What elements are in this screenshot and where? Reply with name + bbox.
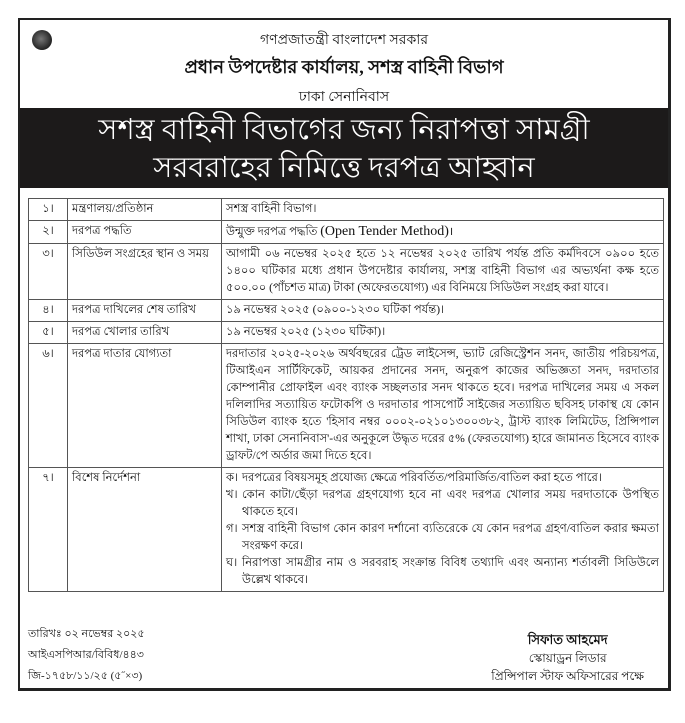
government-name: গণপ্রজাতন্ত্রী বাংলাদেশ সরকার	[259, 33, 429, 48]
ad-code: জি-১৭৫৮/১১/২৫ (৫˝×৩)	[28, 670, 143, 682]
government-emblem-icon	[32, 30, 52, 50]
signer-rank: স্কোয়াড্রন লিডার	[528, 651, 607, 665]
row-number: ৪।	[29, 300, 68, 322]
reference-number: আইএসপিআর/বিবিধ/৪৪৩	[28, 649, 144, 661]
instruction-item	[226, 521, 659, 555]
row-content: সশস্ত্র বাহিনী বিভাগ।	[222, 199, 664, 221]
notice-header	[20, 20, 668, 108]
item-marker: ক।	[226, 472, 239, 484]
office-name: প্রধান উপদেষ্টার কার্যালয়, সশস্ত্র বাহিনী বিভাগ	[184, 57, 504, 77]
office-location: ঢাকা সেনানিবাস	[298, 90, 390, 105]
table-row	[29, 322, 664, 344]
row-number: ২।	[29, 221, 68, 244]
row-label: দরপত্র দাতার যোগ্যতা	[68, 344, 222, 468]
row-label: বিশেষ নির্দেশনা	[68, 468, 222, 592]
table-row	[29, 221, 664, 244]
item-text: সশস্ত্র বাহিনী বিভাগ কোন কারণ দর্শানো ব্যতিরেকে যে কোন দরপত্র গ্রহণ/বাতিল করার ক্ষমতা সংরক্ষণ করে।	[242, 523, 659, 552]
item-text: নিরাপত্তা সামগ্রীর নাম ও সরবরাহ সংক্রান্ত বিবিধ তথ্যাদি এবং অন্যান্য শর্তাবলী সিডিউলে উল্লেখ থাকবে।	[242, 557, 659, 586]
row-content: ১৯ নভেম্বর ২০২৫ (১২৩০ ঘটিকা)।	[222, 322, 664, 344]
item-marker: খ।	[226, 489, 238, 501]
tender-details-table	[28, 198, 664, 592]
row-number: ৬।	[29, 344, 68, 468]
row-content: আগামী ০৬ নভেম্বর ২০২৫ হতে ১২ নভেম্বর ২০২৫ তারিখ পর্যন্ত প্রতি কর্মদিবসে ০৯০০ হতে ১৪০০ ঘটিকার মধ্যে প্রধান উপদেষ্টার কার্যালয়, সশস্ত্র বাহিনী বিভাগ এর অভ্যর্থনা কক্ষ হতে ৫০০.০০ (পাঁচশত মাত্র) টাকা (অফেরতযোগ্য) এর বিনিময়ে সিডিউল সংগ্রহ করা যাবে।	[222, 244, 664, 300]
instruction-item	[226, 470, 659, 487]
row-number: ৩।	[29, 244, 68, 300]
row-label: দরপত্র পদ্ধতি	[68, 221, 222, 244]
row-number: ৫।	[29, 322, 68, 344]
signer-on-behalf: প্রিন্সিপাল স্টাফ অফিসারের পক্ষে	[491, 669, 644, 683]
row-label: সিডিউল সংগ্রহের স্থান ও সময়	[68, 244, 222, 300]
item-text: কোন কাটা/ছেঁড়া দরপত্র গ্রহণযোগ্য হবে না এবং দরপত্র খোলার সময় দরদাতাকে উপস্থিত থাকতে হবে।	[242, 489, 659, 518]
row-content	[222, 468, 664, 592]
table-row	[29, 344, 664, 468]
row-content: দরদাতার ২০২৫-২০২৬ অর্থবছরের ট্রেড লাইসেন্স, ভ্যাট রেজিস্ট্রেশন সনদ, জাতীয় পরিচয়পত্র, টিআইএন সার্টিফিকেট, আয়কর প্রদানের সনদ, অনুরূপ কাজের অভিজ্ঞতা সনদ, দরদাতার কোম্পানীর প্রোফাইল এবং ব্যাংক সচ্ছলতার সনদ থাকতে হবে। দরপত্র দাখিলের সময় এ সকল দলিলাদির সত্যায়িত ফটোকপি ও দরদাতার পাসপোর্ট সাইজের সত্যায়িত ছবিসহ ঢাকাস্থ যে কোন সিডিউল ব্যাংক হতে 'হিসাব নম্বর ০০০২-০২১০১৩০০৩৮২, ট্রাস্ট ব্যাংক লিমিটেড, প্রিন্সিপাল শাখা, ঢাকা সেনানিবাস'-এর অনুকূলে উদ্ধৃত দরের ৫% (ফেরতযোগ্য) হারে জামানত হিসেবে ব্যাংক ড্রাফট/পে অর্ডার জমা দিতে হবে।	[222, 344, 664, 468]
row-content: ১৯ নভেম্বর ২০২৫ (০৯০০-১২৩০ ঘটিকা পর্যন্ত)।	[222, 300, 664, 322]
row-content	[222, 221, 664, 244]
instruction-item	[226, 487, 659, 521]
table-row	[29, 199, 664, 221]
row-label: দরপত্র দাখিলের শেষ তারিখ	[68, 300, 222, 322]
item-marker: ঘ।	[226, 557, 238, 569]
title-line-2: সরবরাহের নিমিত্তে দরপত্র আহ্বান	[153, 152, 535, 184]
notice-date: তারিখঃ ০২ নভেম্বর ২০২৫	[28, 628, 145, 640]
item-text: দরপত্রের বিষয়সমূহ প্রযোজ্য ক্ষেত্রে পরিবর্তিত/পরিমার্জিত/বাতিল করা হতে পারে।	[242, 472, 602, 484]
title-line-1: সশস্ত্র বাহিনী বিভাগের জন্য নিরাপত্তা সামগ্রী	[98, 114, 590, 146]
method-bn: উন্মুক্ত দরপত্র পদ্ধতি	[226, 226, 318, 238]
table-row	[29, 244, 664, 300]
instruction-item	[226, 555, 659, 589]
item-marker: গ।	[226, 523, 238, 535]
table-row	[29, 468, 664, 592]
method-en: (Open Tender Method)	[320, 224, 449, 239]
signature-block	[491, 631, 644, 685]
method-end: ।	[448, 226, 454, 238]
tender-notice	[18, 18, 671, 691]
row-number: ৭।	[29, 468, 68, 592]
notice-title-banner	[20, 108, 668, 188]
table-row	[29, 300, 664, 322]
row-number: ১।	[29, 199, 68, 221]
signer-name: সিফাত আহমেদ	[527, 632, 608, 647]
notice-footer	[28, 625, 664, 688]
row-label: দরপত্র খোলার তারিখ	[68, 322, 222, 344]
row-label: মন্ত্রণালয়/প্রতিষ্ঠান	[68, 199, 222, 221]
